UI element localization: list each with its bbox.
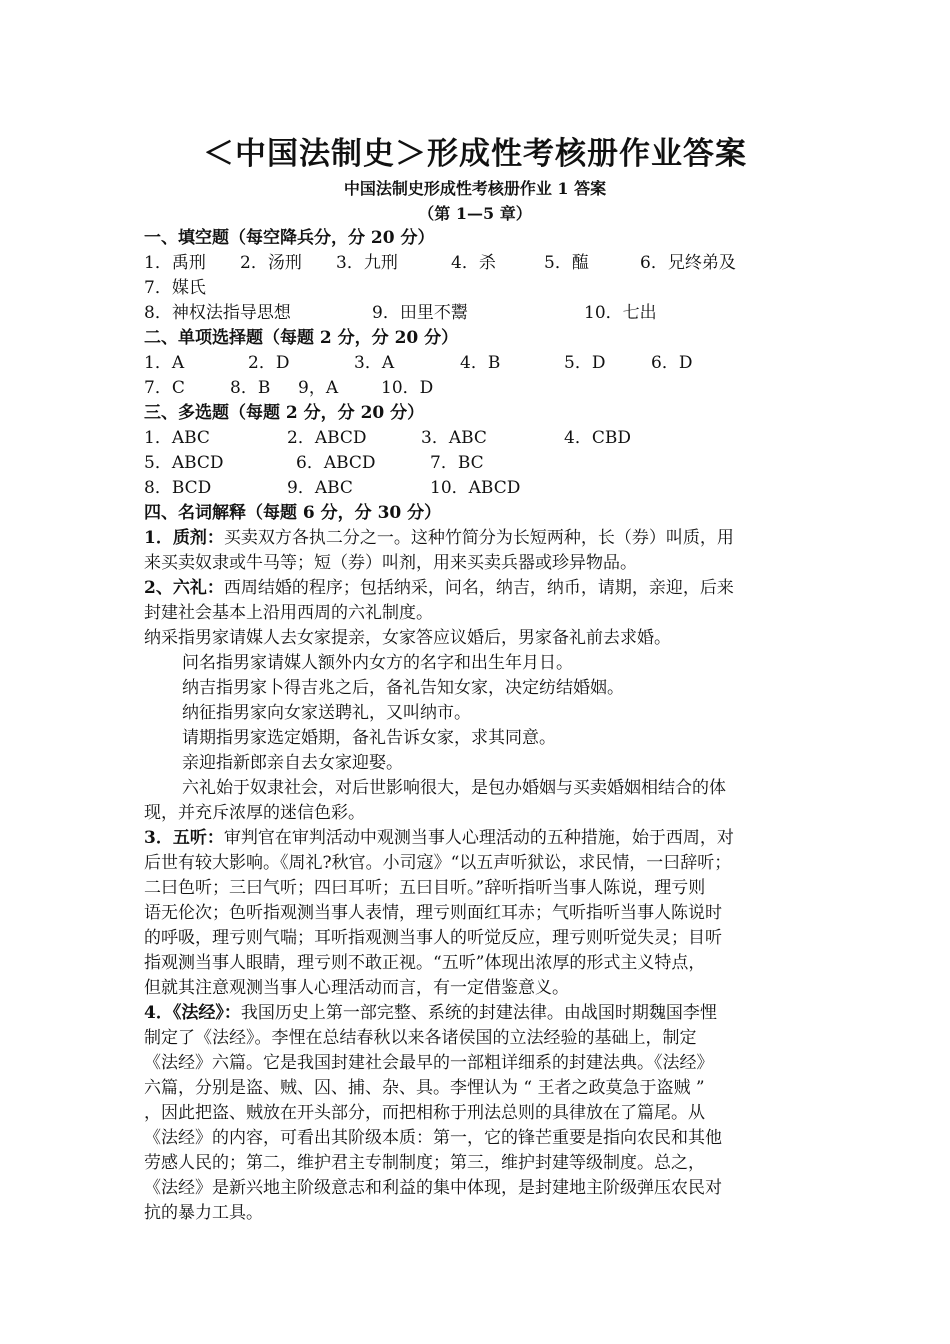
- definition-line: 劳感人民的；第二，维护君主专制制度；第三，维护封建等级制度。总之，: [144, 1153, 705, 1173]
- definition-term: 2、六礼：: [144, 578, 224, 598]
- definition-line: 抗的暴力工具。: [144, 1203, 263, 1223]
- definition-line: 但就其注意观测当事人心理活动而言，有一定借鉴意义。: [144, 978, 569, 998]
- section-heading-fill-blank: 一、填空题（每空降兵分，分 20 分）: [144, 228, 435, 248]
- definition-line: 二曰色听；三曰气听；四曰耳听；五曰目听。”辞听指听当事人陈说，理亏则: [144, 878, 706, 898]
- answer-item: 7．媒氏: [144, 278, 206, 298]
- definition-term: 1．质剂：: [144, 528, 224, 548]
- definition-text: 买卖双方各执二分之一。这种竹简分为长短两种，长（券）叫质，用: [223, 528, 734, 548]
- answer-row: [144, 376, 824, 401]
- definition-text: 我国历史上第一部完整、系统的封建法律。由战国时期魏国李悝: [240, 1003, 717, 1023]
- answer-row: [144, 451, 824, 476]
- answer-item: 3．九刑: [336, 253, 398, 273]
- answer-item: 2．ABCD: [287, 428, 367, 448]
- answer-item: 5．ABCD: [144, 453, 224, 473]
- answer-row: [144, 476, 824, 501]
- answer-item: 3．A: [354, 353, 395, 373]
- definition-line: 的呼吸，理亏则气喘；耳听指观测当事人的听觉反应，理亏则听觉失灵；目听: [144, 928, 722, 948]
- document-body: [144, 226, 824, 1226]
- answer-item: 6．兄终弟及: [640, 253, 736, 273]
- answer-item: 6．D: [651, 353, 693, 373]
- definition-line: 来买卖奴隶或牛马等；短（券）叫剂，用来买卖兵器或珍异物品。: [144, 553, 637, 573]
- definition-text: 西周结婚的程序；包括纳采，问名，纳吉，纳币，请期，亲迎，后来: [223, 578, 734, 598]
- definition-line: 语无伦次；色听指观测当事人表情，理亏则面红耳赤；气听指听当事人陈说时: [144, 903, 722, 923]
- definition-line: 制定了《法经》。李悝在总结春秋以来各诸侯国的立法经验的基础上，制定: [144, 1028, 697, 1048]
- answer-row: [144, 251, 824, 276]
- section-heading-single-choice: 二、单项选择题（每题 2 分，分 20 分）: [144, 328, 459, 348]
- answer-item: 9，A: [298, 378, 339, 398]
- definition-line: 纳采指男家请媒人去女家提亲，女家答应议婚后，男家备礼前去求婚。: [144, 628, 671, 648]
- section-heading-multiple-choice: 三、多选题（每题 2 分，分 20 分）: [144, 403, 425, 423]
- answer-item: 1．A: [144, 353, 185, 373]
- answer-item: 10．七出: [584, 303, 657, 323]
- answer-item: 5．醢: [544, 253, 589, 273]
- definition-line: 《法经》的内容，可看出其阶级本质：第一，它的锋芒重要是指向农民和其他: [144, 1128, 722, 1148]
- definition-text: 审判官在审判活动中观测当事人心理活动的五种措施，始于西周，对: [223, 828, 734, 848]
- answer-item: 3．ABC: [421, 428, 487, 448]
- answer-item: 6．ABCD: [296, 453, 376, 473]
- answer-item: 9．ABC: [287, 478, 353, 498]
- document-subtitle: 中国法制史形成性考核册作业 1 答案: [343, 179, 607, 198]
- definition-line: 问名指男家请媒人额外内女方的名字和出生年月日。: [182, 653, 573, 673]
- answer-item: 8．B: [230, 378, 271, 398]
- answer-item: 8．BCD: [144, 478, 212, 498]
- definition-line: 亲迎指新郎亲自去女家迎娶。: [182, 753, 403, 773]
- definition-line: [144, 826, 824, 851]
- answer-item: 8．神权法指导思想: [144, 303, 291, 323]
- definition-line: 纳吉指男家卜得吉兆之后，备礼告知女家，决定纺结婚姻。: [182, 678, 624, 698]
- answer-item: 9．田里不鬻: [372, 303, 468, 323]
- definition-line: 封建社会基本上沿用西周的六礼制度。: [144, 603, 433, 623]
- definition-term: 4．《法经》：: [144, 1003, 241, 1023]
- answer-item: 2．汤刑: [240, 253, 302, 273]
- answer-item: 4．B: [460, 353, 501, 373]
- answer-item: 7．C: [144, 378, 185, 398]
- answer-item: 4．CBD: [564, 428, 631, 448]
- answer-item: 4．杀: [451, 253, 496, 273]
- definition-line: 《法经》是新兴地主阶级意志和利益的集中体现，是封建地主阶级弹压农民对: [144, 1178, 722, 1198]
- answer-item: 10．ABCD: [430, 478, 521, 498]
- definition-line: [144, 576, 824, 601]
- answer-row: [144, 301, 824, 326]
- definition-term: 3．五听：: [144, 828, 224, 848]
- chapter-range: （第 1—5 章）: [418, 204, 532, 223]
- definition-line: 六礼始于奴隶社会，对后世影响很大，是包办婚姻与买卖婚姻相结合的体: [182, 778, 726, 798]
- definition-line: 纳征指男家向女家送聘礼，又叫纳市。: [182, 703, 471, 723]
- definition-line: 现，并充斥浓厚的迷信色彩。: [144, 803, 365, 823]
- definition-line: 后世有较大影响。《周礼?秋官。小司寇》“以五声听狱讼，求民情，一曰辞听；: [144, 853, 732, 873]
- answer-item: 5．D: [564, 353, 606, 373]
- answer-row: [144, 276, 824, 301]
- document-title: ＜中国法制史＞形成性考核册作业答案: [203, 136, 747, 172]
- section-heading-term-definitions: 四、名词解释（每题 6 分，分 30 分）: [144, 503, 442, 523]
- definition-line: ，因此把盗、贼放在开头部分，而把相称于刑法总则的具律放在了篇尾。从: [144, 1103, 705, 1123]
- answer-item: 1．禹刑: [144, 253, 206, 273]
- answer-item: 7．BC: [430, 453, 484, 473]
- definition-line: 指观测当事人眼睛，理亏则不敢正视。“五听”体现出浓厚的形式主义特点，: [144, 953, 706, 973]
- answer-row: [144, 351, 824, 376]
- definition-line: 六篇，分别是盗、贼、囚、捕、杂、具。李悝认为 “ 王者之政莫急于盗贼 ”: [144, 1078, 705, 1098]
- definition-line: 请期指男家选定婚期，备礼告诉女家，求其同意。: [182, 728, 556, 748]
- answer-item: 2．D: [248, 353, 290, 373]
- answer-row: [144, 426, 824, 451]
- definition-line: [144, 1001, 824, 1026]
- definition-line: 《法经》六篇。它是我国封建社会最早的一部粗详细系的封建法典。《法经》: [144, 1053, 714, 1073]
- definition-line: [144, 526, 824, 551]
- answer-item: 1．ABC: [144, 428, 210, 448]
- answer-item: 10．D: [381, 378, 434, 398]
